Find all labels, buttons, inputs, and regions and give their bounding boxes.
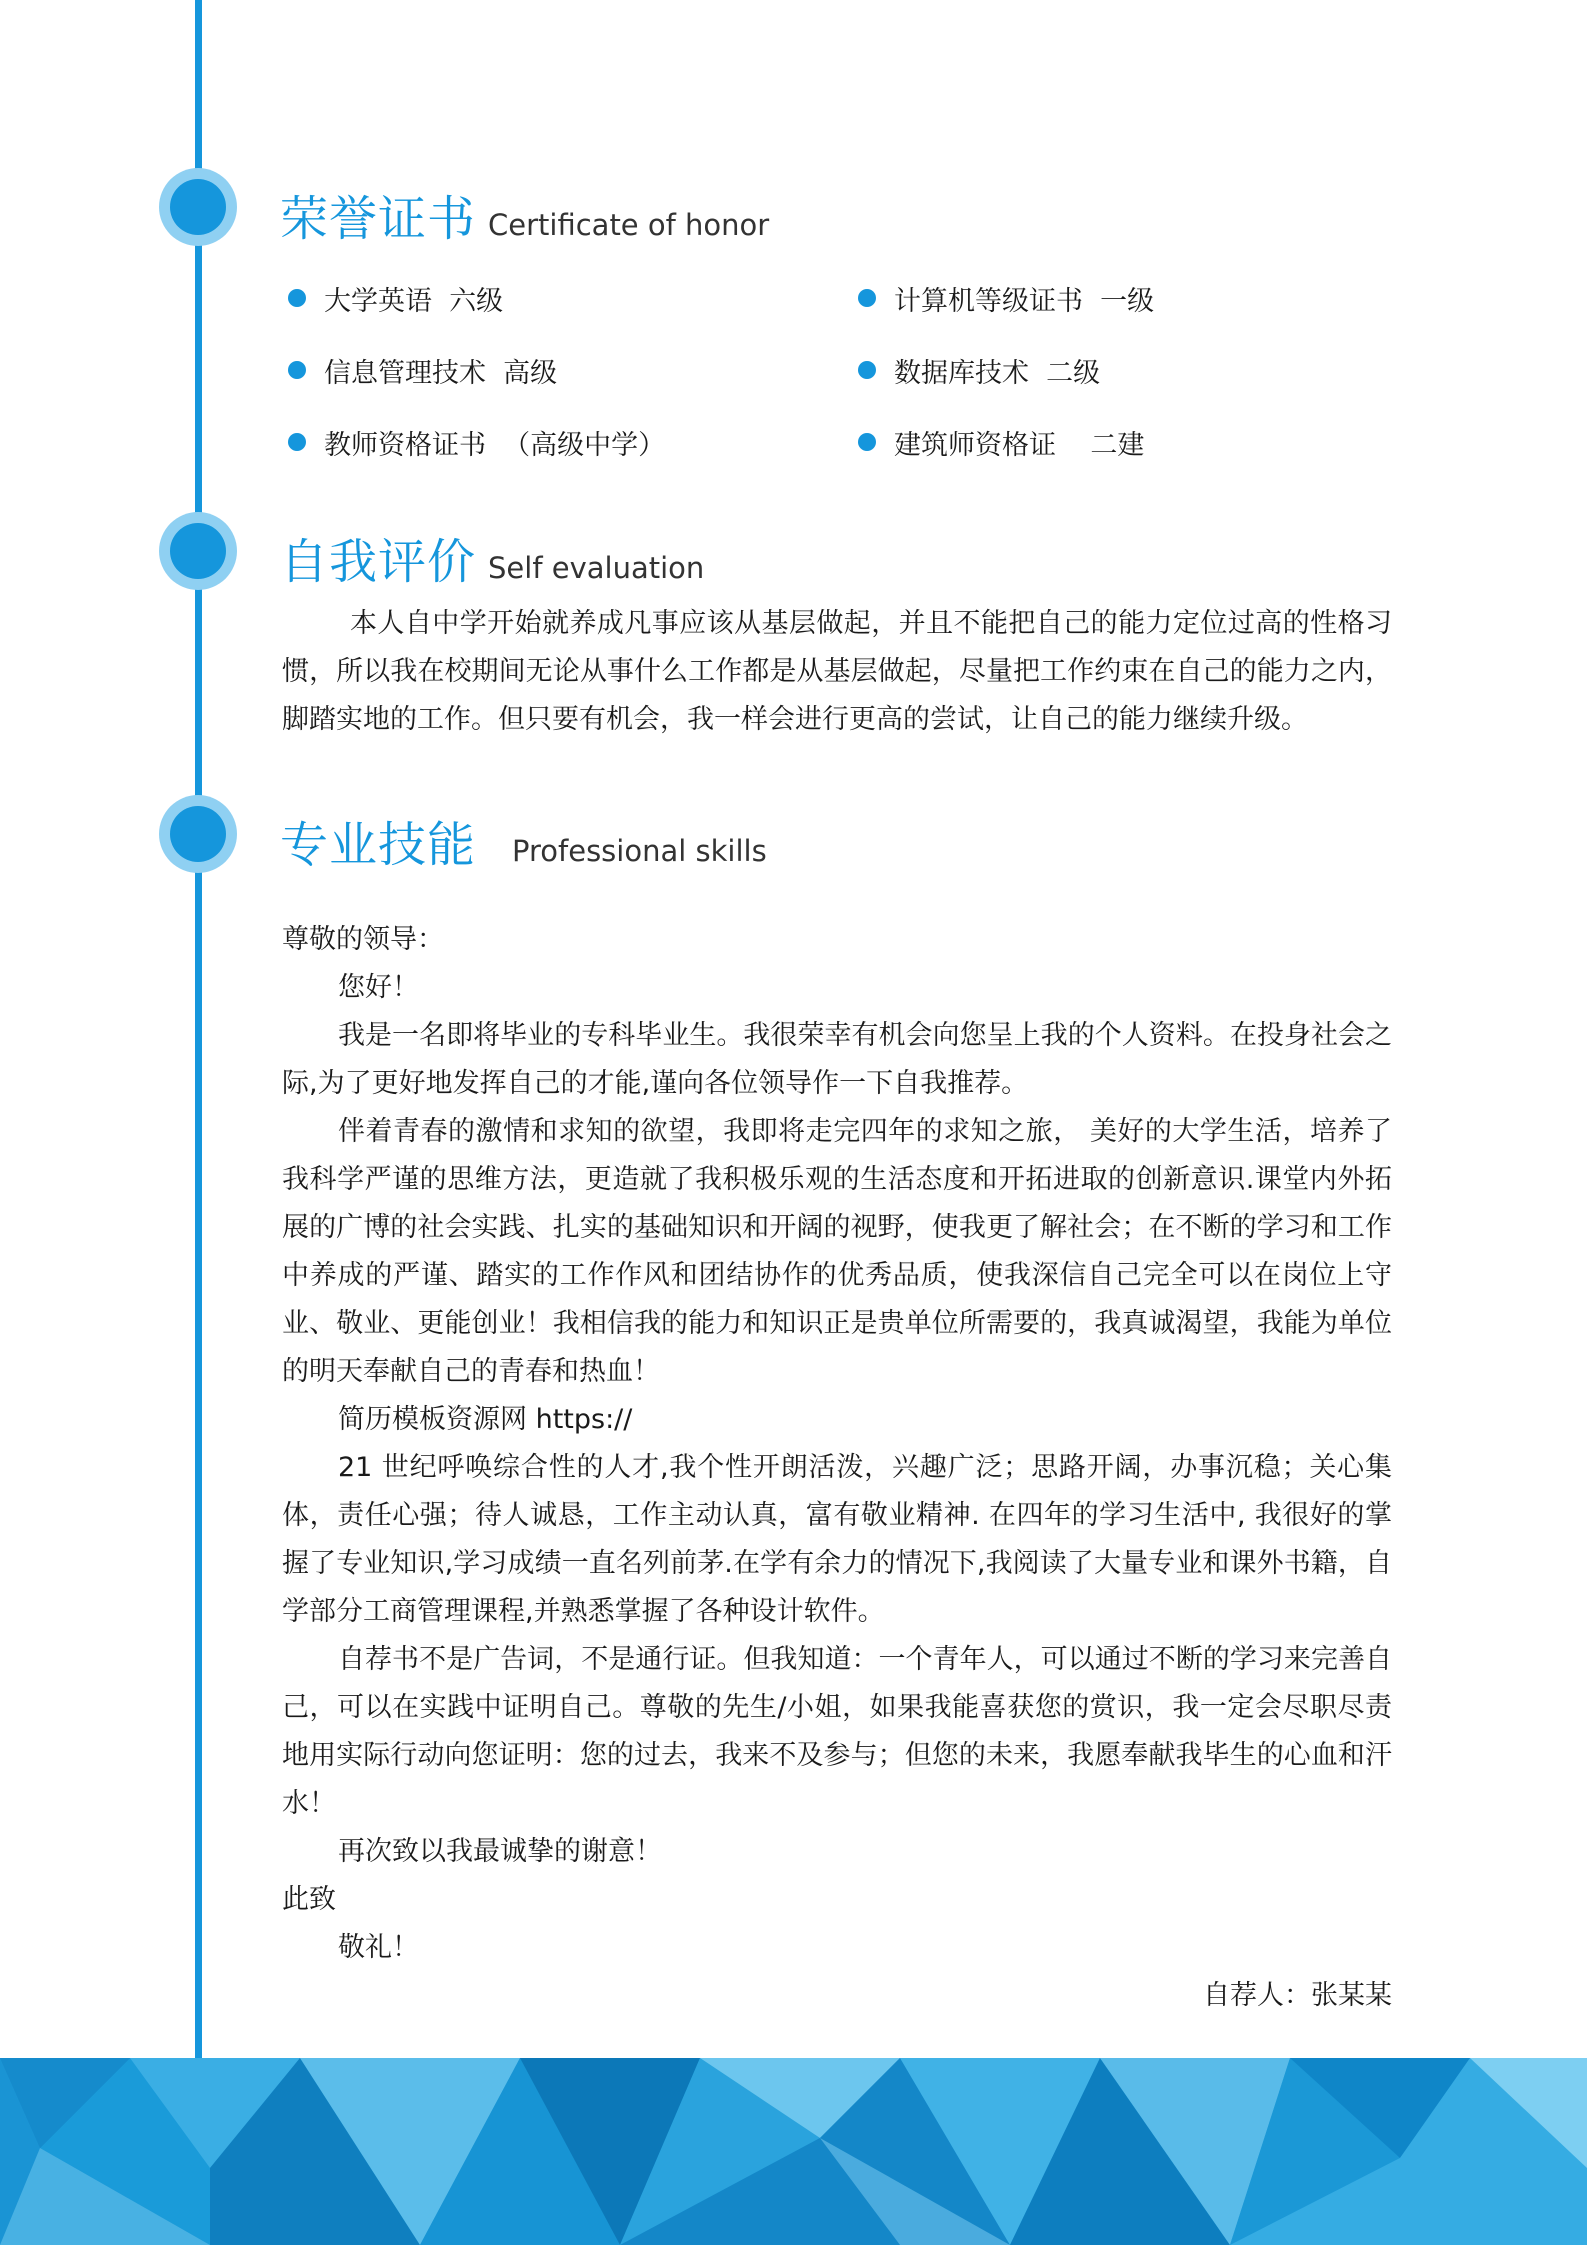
list-item	[288, 424, 858, 460]
letter-paragraph: 自荐书不是广告词，不是通行证。但我知道：一个青年人，可以通过不断的学习来完善自己，可以在实践中证明自己。尊敬的先生/小姐，如果我能喜获您的赏识，我一定会尽职尽责地用实际行动向您证明：您的过去，我来不及参与；但您的未来，我愿奉献我毕生的心血和汗水！	[282, 1644, 1392, 1819]
skills-section-header	[280, 806, 767, 875]
certificate-title-en: Certificate of honor	[488, 208, 770, 242]
bullet-icon	[858, 289, 876, 307]
letter-paragraph: 我是一名即将毕业的专科毕业生。我很荣幸有机会向您呈上我的个人资料。在投身社会之际,为了更好地发挥自己的才能,谨向各位领导作一下自我推荐。	[282, 1020, 1392, 1099]
certificate-name: 建筑师资格证 二建	[894, 429, 1145, 461]
cover-letter	[282, 916, 1392, 2020]
evaluation-text: 本人自中学开始就养成凡事应该从基层做起，并且不能把自己的能力定位过高的性格习惯，所以我在校期间无论从事什么工作都是从基层做起，尽量把工作约束在自己的能力之内，脚踏实地的工作。但只要有机会，我一样会进行更高的尝试，让自己的能力继续升级。	[282, 608, 1392, 735]
bullet-icon	[288, 433, 306, 451]
list-item	[858, 352, 1328, 388]
footer-pattern	[0, 2058, 1587, 2245]
list-item	[858, 280, 1328, 316]
letter-paragraph: 再次致以我最诚挚的谢意！	[338, 1836, 662, 1867]
certificate-name: 计算机等级证书 一级	[894, 285, 1155, 317]
timeline-dot-skills	[159, 795, 237, 873]
certificate-list	[288, 280, 1328, 460]
list-item	[288, 280, 858, 316]
bullet-icon	[858, 361, 876, 379]
letter-salutation: 尊敬的领导：	[282, 924, 444, 955]
timeline-dot-evaluation	[159, 512, 237, 590]
certificate-name: 信息管理技术 高级	[324, 357, 558, 389]
certificate-name: 大学英语 六级	[324, 285, 504, 317]
certificate-section-header	[280, 180, 769, 249]
list-item	[858, 424, 1328, 460]
letter-paragraph: 21 世纪呼唤综合性的人才,我个性开朗活泼，兴趣广泛；思路开阔，办事沉稳；关心集体，责任心强；待人诚恳，工作主动认真，富有敬业精神. 在四年的学习生活中, 我很好的掌握了专业知识,学习成绩一直名列前茅.在学有余力的情况下,我阅读了大量专业和课外书籍，自学部分工商管理课程,并熟悉掌握了各种设计软件。	[282, 1452, 1392, 1627]
skills-title-en: Professional skills	[512, 834, 767, 868]
letter-signature: 自荐人：张某某	[1203, 1980, 1392, 2011]
evaluation-title-en: Self evaluation	[488, 551, 705, 585]
letter-paragraph: 伴着青春的激情和求知的欲望，我即将走完四年的求知之旅， 美好的大学生活，培养了我科学严谨的思维方法，更造就了我积极乐观的生活态度和开拓进取的创新意识.课堂内外拓展的广博的社会实践、扎实的基础知识和开阔的视野，使我更了解社会；在不断的学习和工作中养成的严谨、踏实的工作作风和团结协作的优秀品质，使我深信自己完全可以在岗位上守业、敬业、更能创业！我相信我的能力和知识正是贵单位所需要的，我真诚渴望，我能为单位的明天奉献自己的青春和热血！	[282, 1116, 1392, 1387]
bullet-icon	[858, 433, 876, 451]
certificate-title: 荣誉证书	[280, 191, 477, 247]
bullet-icon	[288, 361, 306, 379]
letter-paragraph: 简历模板资源网 https://	[338, 1404, 633, 1435]
evaluation-title: 自我评价	[280, 534, 477, 590]
letter-greeting: 您好！	[338, 972, 419, 1003]
list-item	[288, 352, 858, 388]
certificate-name: 数据库技术 二级	[894, 357, 1101, 389]
letter-closing-salute: 敬礼！	[338, 1932, 419, 1963]
timeline-dot-certificate	[159, 168, 237, 246]
letter-closing: 此致	[282, 1884, 336, 1915]
evaluation-section-header	[280, 523, 704, 592]
skills-title: 专业技能	[280, 817, 477, 873]
certificate-name: 教师资格证书 （高级中学）	[324, 429, 666, 461]
timeline-line	[195, 0, 202, 2058]
bullet-icon	[288, 289, 306, 307]
